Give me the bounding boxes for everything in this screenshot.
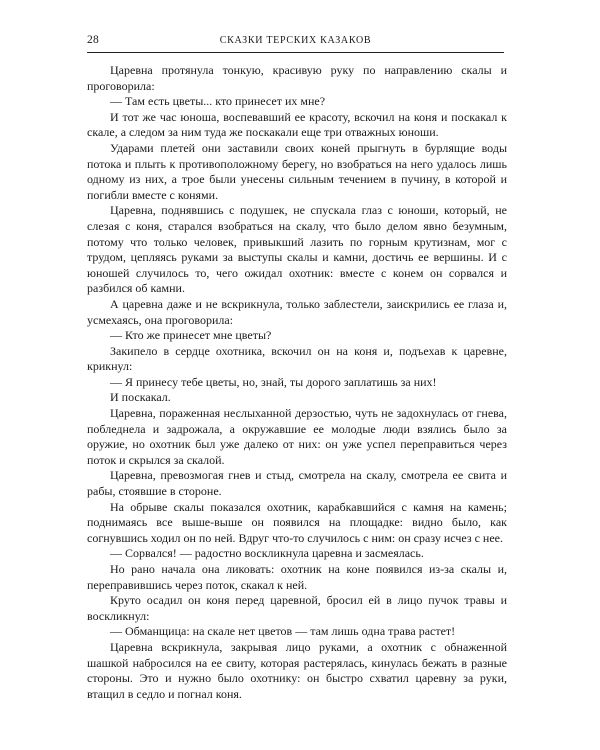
body-text	[87, 63, 507, 702]
paragraph: Круто осадил он коня перед царевной, бросил ей в лицо пучок травы и воскликнул:	[87, 593, 507, 623]
paragraph: — Сорвался! — радостно воскликнула царевна и засмеялась.	[110, 546, 424, 561]
page-header	[87, 34, 504, 52]
paragraph: — Там есть цветы... кто принесет их мне?	[110, 94, 326, 109]
paragraph: На обрыве скалы показался охотник, карабкавшийся с камня на камень; поднимаясь все выше-выше он появился на площадке: видно было, как согнувшись ходил он по ней. Вдруг что-то случилось с ним: он сразу исчез с нее.	[87, 499, 507, 545]
paragraph: Но рано начала она ликовать: охотник на коне появился из-за скалы и, переправившись через поток, скакал к ней.	[87, 562, 507, 592]
paragraph: Царевна, поднявшись с подушек, не спускала глаз с юноши, который, не слезая с коня, старался взобраться на скалу, что было делом явно безумным, потому что только человек, привыкший лазить по горным крутизнам, мог с трудом, цепляясь руками за выступы скалы и камни, достичь ее вершины. И с юношей случилось то, чего ожидал охотник: вместе с конем он сорвался и разбился об камни.	[87, 203, 507, 296]
paragraph: И тот же час юноша, воспевавший ее красоту, вскочил на коня и поскакал к скале, а следом за ним туда же поскакали еще три отважных юноши.	[87, 109, 507, 140]
header-rule	[87, 52, 504, 53]
paragraph: Царевна протянула тонкую, красивую руку по направлению скалы и проговорила:	[87, 63, 507, 93]
paragraph: Царевна вскрикнула, закрывая лицо руками, а охотник с обнаженной шашкой набросился на ее свиту, которая растерялась, кинулась бежать в разные стороны. Это и нужно было охотнику: он быстро схватил царевну за руки, втащил в седло и погнал коня.	[87, 639, 507, 701]
paragraph: А царевна даже и не вскрикнула, только заблестели, заискрились ее глаза и, усмехаясь, она проговорила:	[87, 296, 507, 327]
page-number: 28	[87, 34, 99, 46]
paragraph: И поскакал.	[110, 390, 171, 405]
running-title: СКАЗКИ ТЕРСКИХ КАЗАКОВ	[219, 35, 372, 46]
paragraph: Закипело в сердце охотника, вскочил он на коня и, подъехав к царевне, крикнул:	[87, 343, 507, 374]
paragraph: Ударами плетей они заставили своих коней прыгнуть в бурлящие воды потока и плыть к противоположному берегу, но взобраться на него удалось лишь одному из них, а трое были унесены сильным течением в пучину, в которой и погибли вместе с конями.	[87, 140, 507, 202]
paragraph: — Кто же принесет мне цветы?	[110, 328, 272, 343]
paragraph: Царевна, превозмогая гнев и стыд, смотрела на скалу, смотрела ее свита и рабы, стоявшие в стороне.	[87, 468, 507, 499]
paragraph: Царевна, пораженная неслыханной дерзостью, чуть не задохнулась от гнева, побледнела и задрожала, а окружавшие ее молодые люди взялись было за оружие, но охотник был уже далеко от них: он уже успел переправиться через поток и скрылся за скалой.	[87, 406, 507, 467]
paragraph: — Обманщица: на скале нет цветов — там лишь одна трава растет!	[110, 624, 456, 639]
paragraph: — Я принесу тебе цветы, но, знай, ты дорого заплатишь за них!	[110, 374, 437, 389]
